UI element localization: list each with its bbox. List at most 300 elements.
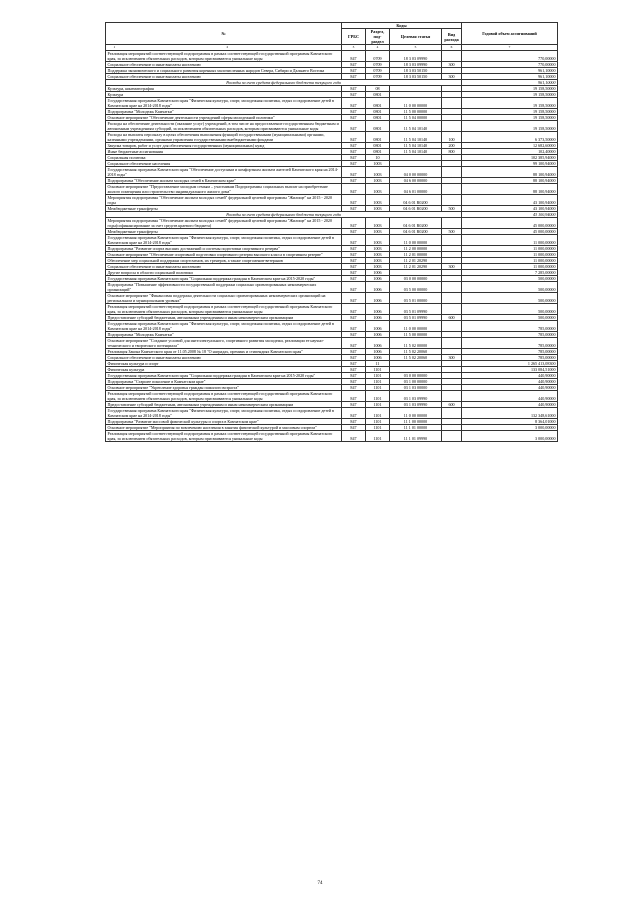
cell-total: 19 158,50000 [462,109,558,115]
cell-name: Культура, кинематография [106,86,342,92]
cell-grbs: 847 [342,332,366,338]
cell-rzpr: 1003 [366,258,390,264]
cell-total: 102 385,94000 [462,155,558,161]
cell-total: 11 000,00000 [462,258,558,264]
cell-grbs: 847 [342,235,366,246]
cell-total: 785,00000 [462,338,558,349]
cell-csr: 11 2 01 20290 [390,264,442,270]
table-body [106,51,558,442]
cell-name: Государственная программа Камчатского края "Социальная поддержка граждан в Камчатском крае на 2015-2020 годы" [106,373,342,379]
cell-csr: 04 6 01 R0200 [390,195,442,206]
cell-total: 133 084,51000 [462,367,558,373]
cell-vr [442,282,462,293]
cell-vr: 300 [442,62,462,68]
cell-rzpr: 10 [366,155,390,161]
cell-total: 19 158,50000 [462,92,558,98]
cell-rzpr: 1006 [366,276,390,282]
cell-grbs: 847 [342,68,366,74]
cell-csr: 11 1 01 09990 [390,431,442,442]
cell-grbs: 847 [342,121,366,132]
index-cell-1: 1 [113,45,116,49]
cell-grbs: 847 [342,229,366,235]
cell-rzpr: 1003 [366,264,390,270]
cell-total: 500,00000 [462,282,558,293]
cell-total: 440,90000 [462,391,558,402]
cell-name: Подпрограмма "Молодежь Камчатки" [106,109,342,115]
cell-csr: 11 0 00 00000 [390,235,442,246]
cell-vr: 200 [442,143,462,149]
cell-name: Государственная программа Камчатского края "Физическая культура, спорт, молодежная политика, отдых и оздоровление детей в Камчатском крае на 2014-2018 годы" [106,235,342,246]
cell-grbs: 847 [342,431,366,442]
header-rzpr: Раздел, под-раздел [366,29,390,45]
cell-rzpr: 1003 [366,229,390,235]
cell-grbs: 847 [342,132,366,143]
cell-total: 785,00000 [462,321,558,332]
cell-rzpr: 0801 [366,109,390,115]
cell-total: 440,90000 [462,379,558,385]
table-row [106,235,558,246]
cell-rzpr: 0801 [366,92,390,98]
cell-csr: 04 6 01 R0200 [390,229,442,235]
cell-name: Государственная программа Камчатского края "Социальная поддержка граждан в Камчатском крае на 2015-2020 годы" [106,276,342,282]
cell-name: Физическая культура [106,367,342,373]
cell-rzpr: 1006 [366,315,390,321]
cell-total: 88 100,94000 [462,184,558,195]
cell-rzpr: 0709 [366,62,390,68]
table-row [106,304,558,315]
cell-grbs: 847 [342,349,366,355]
cell-grbs: 847 [342,304,366,315]
cell-vr: 500 [442,206,462,212]
cell-total: 11 000,00000 [462,235,558,246]
cell-csr: 11 5 02 00000 [390,338,442,349]
cell-csr: 11 5 00 00000 [390,109,442,115]
cell-total: 99 100,94000 [462,161,558,167]
cell-name: Основное мероприятие "Мероприятия по вовлечению населения в занятия физической культурой и массовым спортом" [106,425,342,431]
cell-total: 88 100,94000 [462,167,558,178]
cell-vr [442,338,462,349]
cell-csr: 11 0 00 00000 [390,321,442,332]
cell-vr: 300 [442,74,462,80]
cell-grbs: 847 [342,367,366,373]
cell-grbs: 847 [342,402,366,408]
cell-grbs: 847 [342,109,366,115]
cell-rzpr: 1101 [366,373,390,379]
cell-total: 43 100,94000 [462,212,558,218]
cell-csr: 11 5 04 00000 [390,115,442,121]
cell-total: 19 158,50000 [462,86,558,92]
cell-total: 440,90000 [462,373,558,379]
cell-csr: 03 5 01 00000 [390,293,442,304]
cell-rzpr: 1003 [366,195,390,206]
cell-rzpr: 08 [366,86,390,92]
cell-rzpr: 0801 [366,115,390,121]
table-row [106,218,558,229]
cell-csr: 11 5 04 10140 [390,132,442,143]
cell-rzpr: 1101 [366,402,390,408]
cell-total: 770,00000 [462,62,558,68]
cell-grbs: 847 [342,264,366,270]
cell-total: 7 285,00000 [462,270,558,276]
cell-rzpr: 1101 [366,379,390,385]
cell-total: 11 000,00000 [462,252,558,258]
header-total: Годовой объем ассигнований [462,23,558,45]
cell-csr: 11 2 01 00000 [390,252,442,258]
table-row [106,98,558,109]
cell-name: Другие вопросы в области социальной политики [106,270,342,276]
cell-name: Основное мероприятие "Укрепление здоровья граждан пожилого возраста" [106,385,342,391]
cell-rzpr: 0709 [366,51,390,62]
cell-name: Реализация Закона Камчатского края от 11.05.2008 № 18 "О наградах, премиях и стипендиях Камчатского края" [106,349,342,355]
cell-rzpr: 1006 [366,338,390,349]
cell-rzpr: 1006 [366,321,390,332]
cell-csr: 18 3 03 50150 [390,74,442,80]
table-row [106,293,558,304]
cell-grbs: 847 [342,86,366,92]
cell-grbs: 847 [342,355,366,361]
cell-total: 43 100,94000 [462,206,558,212]
cell-vr [442,195,462,206]
table-row [106,167,558,178]
cell-rzpr: 1101 [366,385,390,391]
cell-grbs: 847 [342,167,366,178]
cell-rzpr: 11 [366,361,390,367]
cell-vr [442,408,462,419]
cell-csr: 03 5 00 00000 [390,282,442,293]
cell-rzpr: 1101 [366,419,390,425]
index-cell: 6 [442,45,462,51]
cell-rzpr: 1006 [366,349,390,355]
cell-rzpr: 1006 [366,304,390,315]
cell-grbs: 847 [342,379,366,385]
cell-total: 45 000,00000 [462,218,558,229]
cell-vr: 100 [442,132,462,143]
cell-csr: 11 2 00 00000 [390,246,442,252]
table-row [106,121,558,132]
budget-table-page [105,22,557,442]
cell-name: Поддержка экономического и социального развития коренных малочисленных народов Севера, Сибири и Дальнего Востока [106,68,342,74]
cell-total: 961,10000 [462,68,558,74]
cell-name: Иные бюджетные ассигнования [106,149,342,155]
header-grbs: ГРБС [342,29,366,45]
cell-rzpr: 1003 [366,178,390,184]
cell-grbs: 847 [342,419,366,425]
cell-name: Социальное обеспечение и иные выплаты населению [106,355,342,361]
cell-grbs: 847 [342,315,366,321]
cell-csr: 04 6 00 00000 [390,178,442,184]
cell-rzpr: 0709 [366,74,390,80]
cell-grbs: 847 [342,195,366,206]
cell-rzpr: 1006 [366,270,390,276]
cell-csr: 04 6 01 R0200 [390,206,442,212]
cell-name: Реализация мероприятий соответствующей подпрограммы в рамках соответствующей государственной программы Камчатского края, за исключением обязательных расходов, которым присваиваются уникальные коды [106,51,342,62]
cell-grbs: 847 [342,92,366,98]
cell-vr [442,218,462,229]
cell-grbs: 847 [342,155,366,161]
cell-csr: 04 0 00 00000 [390,167,442,178]
cell-grbs: 847 [342,293,366,304]
cell-csr: 03 5 01 09990 [390,315,442,321]
index-cell: 4 [366,45,390,51]
table-row [106,338,558,349]
subnote-text: Расходы за счет средств федерального бюджета текущего года [106,80,462,86]
cell-grbs: 847 [342,246,366,252]
cell-grbs: 847 [342,62,366,68]
cell-csr: 11 2 01 20290 [390,258,442,264]
cell-total: 19 158,50000 [462,115,558,121]
cell-name: Закупка товаров, работ и услуг для обеспечения государственных (муниципальных) нужд [106,143,342,149]
cell-total: 500,00000 [462,293,558,304]
cell-rzpr: 1101 [366,408,390,419]
cell-name: Государственная программа Камчатского края "Физическая культура, спорт, молодежная политика, отдых и оздоровление детей в Камчатском крае на 2014-2018 годы" [106,98,342,109]
cell-vr: 600 [442,402,462,408]
cell-total: 961,10000 [462,74,558,80]
cell-rzpr: 1006 [366,355,390,361]
cell-name: Мероприятия подпрограммы "Обеспечение жильем молодых семей" федеральной целевой программы "Жилище" на 2015 - 2020 годы(софинансирование за счет средств краевого бюджета) [106,218,342,229]
table-row [106,132,558,143]
cell-grbs: 847 [342,276,366,282]
cell-total: 785,00000 [462,332,558,338]
cell-csr: 11 5 02 20060 [390,349,442,355]
cell-name: Социальная политика [106,155,342,161]
cell-csr: 11 5 00 00000 [390,332,442,338]
cell-vr: 600 [442,315,462,321]
cell-total: 102,40000 [462,149,558,155]
cell-total: 19 158,50000 [462,121,558,132]
cell-grbs: 847 [342,161,366,167]
cell-vr [442,304,462,315]
cell-name: Социальное обеспечение и иные выплаты населению [106,62,342,68]
cell-csr: 03 1 00 00000 [390,379,442,385]
cell-grbs: 847 [342,206,366,212]
header-codes: Коды [342,23,462,29]
cell-vr: 800 [442,149,462,155]
cell-name: Социальное обеспечение и иные выплаты населению [106,74,342,80]
cell-rzpr: 1006 [366,293,390,304]
cell-total: 440,90000 [462,385,558,391]
cell-rzpr: 1101 [366,425,390,431]
cell-name: Подпрограмма "Развитие спорта высших достижений и системы подготовки спортивного резерва" [106,246,342,252]
cell-total: 500,00000 [462,304,558,315]
cell-name: Культура [106,92,342,98]
cell-total: 88 100,94000 [462,178,558,184]
cell-total: 770,00000 [462,51,558,62]
cell-csr: 03 5 01 09990 [390,304,442,315]
cell-name: Основное мероприятие "Предоставление молодым семьям – участникам Подпрограммы социальных выплат на приобретение жилого помещения или строительство индивидуального жилого дома" [106,184,342,195]
cell-name: Государственная программа Камчатского края "Физическая культура, спорт, молодежная политика, отдых и оздоровление детей в Камчатском крае на 2014-2018 годы" [106,408,342,419]
cell-name: Физическая культура и спорт [106,361,342,367]
cell-vr [442,293,462,304]
cell-grbs: 847 [342,408,366,419]
cell-csr: 11 0 00 00000 [390,98,442,109]
cell-rzpr: 1003 [366,167,390,178]
table-row [106,51,558,62]
cell-rzpr: 1003 [366,184,390,195]
cell-total: 500,00000 [462,276,558,282]
cell-grbs: 847 [342,98,366,109]
cell-vr: 300 [442,264,462,270]
cell-csr: 03 0 00 00000 [390,276,442,282]
cell-total: 45 000,00000 [462,229,558,235]
cell-grbs: 847 [342,51,366,62]
cell-rzpr: 1003 [366,161,390,167]
cell-rzpr: 0801 [366,143,390,149]
index-cell: 7 [462,45,558,51]
header-vr: Вид расхода [442,29,462,45]
cell-name: Предоставление субсидий бюджетным, автономным учреждениям и иным некоммерческим организациям [106,402,342,408]
cell-grbs: 847 [342,178,366,184]
cell-rzpr: 1101 [366,367,390,373]
budget-table [105,22,558,442]
cell-name: Подпрограмма "Старшее поколение в Камчатском крае" [106,379,342,385]
cell-grbs: 847 [342,258,366,264]
cell-csr: 11 5 04 10140 [390,143,442,149]
cell-grbs: 847 [342,74,366,80]
cell-rzpr: 0801 [366,98,390,109]
cell-csr: 18 3 03 09990 [390,51,442,62]
cell-vr [442,321,462,332]
cell-total: 785,00000 [462,349,558,355]
cell-csr: 11 5 04 10140 [390,121,442,132]
cell-name: Расходы на выплаты персоналу в целях обеспечения выполнения функций государственными (муниципальными) органами, казенными учреждениями, органами управления государственными внебюджетными фондами [106,132,342,143]
cell-grbs: 847 [342,282,366,293]
cell-name: Мероприятия подпрограммы "Обеспечение жильем молодых семей" федеральной целевой программы "Жилище" на 2015 - 2020 годы [106,195,342,206]
cell-name: Реализация мероприятий соответствующей подпрограммы в рамках соответствующей государственной программы Камчатского края, за исключением обязательных расходов, которым присваиваются уникальные коды [106,391,342,402]
cell-total: 132 348,61000 [462,408,558,419]
cell-rzpr: 1101 [366,431,390,442]
cell-name: Государственная программа Камчатского края "Обеспечение доступным и комфортным жильем жителей Камчатского края на 2014-2018 годы" [106,167,342,178]
cell-grbs: 847 [342,385,366,391]
cell-grbs: 847 [342,184,366,195]
cell-vr [442,431,462,442]
table-row [106,282,558,293]
cell-csr: 03 1 03 09990 [390,391,442,402]
cell-total: 500,00000 [462,315,558,321]
cell-total: 3 000,00000 [462,425,558,431]
cell-rzpr: 1006 [366,282,390,293]
cell-csr: 11 5 02 20060 [390,355,442,361]
cell-vr [442,235,462,246]
cell-total: 3 000,00000 [462,431,558,442]
index-cell: 5 [390,45,442,51]
cell-name: Реализация мероприятий соответствующей подпрограммы в рамках соответствующей государственной программы Камчатского края, за исключением обязательных расходов, которым присваиваются уникальные коды [106,431,342,442]
cell-name: Реализация мероприятий соответствующей подпрограммы в рамках соответствующей государственной программы Камчатского края, за исключением обязательных расходов, которым присваиваются уникальные коды [106,304,342,315]
index-cell: 3 [342,45,366,51]
cell-grbs: 847 [342,270,366,276]
cell-grbs: 847 [342,149,366,155]
cell-rzpr: 1003 [366,235,390,246]
cell-vr [442,184,462,195]
cell-rzpr: 0801 [366,149,390,155]
cell-name: Подпрограмма "Развитие массовой физической культуры и спорта в Камчатском крае" [106,419,342,425]
header-csr: Целевая статья [390,29,442,45]
cell-total: 440,90000 [462,402,558,408]
cell-rzpr: 0801 [366,132,390,143]
cell-total: 11 000,00000 [462,246,558,252]
header-row-1 [106,23,558,29]
cell-total: 43 100,94000 [462,195,558,206]
index-cell-2: 2 [226,45,229,49]
cell-total: 19 158,50000 [462,98,558,109]
cell-csr: 03 1 03 00000 [390,385,442,391]
table-row [106,184,558,195]
table-row [106,195,558,206]
cell-total: 8 364,01000 [462,419,558,425]
cell-total: 1 265 413,08300 [462,361,558,367]
cell-csr: 04 6 01 R0200 [390,218,442,229]
cell-csr: 03 1 03 09990 [390,402,442,408]
cell-rzpr: 1003 [366,206,390,212]
cell-name: Предоставление субсидий бюджетным, автономным учреждениям и иным некоммерческим организациям [106,315,342,321]
cell-vr [442,121,462,132]
cell-rzpr: 1003 [366,252,390,258]
cell-vr: 500 [442,229,462,235]
cell-grbs: 847 [342,115,366,121]
cell-vr [442,391,462,402]
cell-vr [442,98,462,109]
cell-name: Социальное обеспечение населения [106,161,342,167]
cell-name: Социальное обеспечение и иные выплаты населению [106,264,342,270]
cell-csr: 18 3 03 09990 [390,62,442,68]
cell-csr: 11 1 00 00000 [390,419,442,425]
cell-name: Основное мероприятие "Обеспечение спортивной подготовки спортивного резерва высокого класса в спортивном резерве" [106,252,342,258]
cell-total: 961,10000 [462,80,558,86]
cell-grbs: 847 [342,218,366,229]
cell-rzpr: 1003 [366,218,390,229]
cell-grbs: 847 [342,252,366,258]
cell-csr: 18 3 03 50150 [390,68,442,74]
cell-rzpr: 1101 [366,391,390,402]
cell-name: Межбюджетные трансферты [106,206,342,212]
cell-grbs: 847 [342,361,366,367]
cell-name: Расходы на обеспечение деятельности (оказание услуг) учреждений, в том числе на предоставление государственным бюджетным и автономным учреждениям субсидий, за исключением обязательных расходов, которым присваиваются уникальные коды [106,121,342,132]
cell-rzpr: 1006 [366,332,390,338]
table-row [106,431,558,442]
cell-total: 12 682,60000 [462,143,558,149]
cell-grbs: 847 [342,425,366,431]
cell-csr: 11 1 01 00000 [390,425,442,431]
cell-total: 6 373,50000 [462,132,558,143]
cell-total: 11 000,00000 [462,264,558,270]
cell-vr: 300 [442,355,462,361]
cell-grbs: 847 [342,373,366,379]
cell-name: Подпрограмма "Молодежь Камчатки" [106,332,342,338]
cell-rzpr: 1003 [366,246,390,252]
cell-name: Подпрограмма "Повышение эффективности государственной поддержки социально ориентированных некоммерческих организаций" [106,282,342,293]
cell-total: 785,00000 [462,355,558,361]
cell-vr [442,167,462,178]
cell-name: Основное мероприятие "Финансовая поддержка деятельности социально ориентированных некоммерческих организаций на региональном и муниципальном уровнях" [106,293,342,304]
cell-name: Государственная программа Камчатского края "Физическая культура, спорт, молодежная политика, отдых и оздоровление детей в Камчатском крае на 2014-2018 годы" [106,321,342,332]
cell-csr: 11 5 04 10140 [390,149,442,155]
cell-rzpr: 0709 [366,68,390,74]
cell-name: Обеспечение мер социальной поддержки спортсменов, их тренеров, а также спортсменов-ветеранов [106,258,342,264]
cell-csr: 11 0 00 00000 [390,408,442,419]
cell-grbs: 847 [342,143,366,149]
header-num: № [106,23,342,45]
cell-name: Основное мероприятие "Создание условий для интеллектуального, спортивного развития молодежи, реализации ее научно-технического и творческого потенциала" [106,338,342,349]
subnote-text: Расходы за счет средств федерального бюджета текущего года [106,212,462,218]
cell-grbs: 847 [342,391,366,402]
cell-name: Подпрограмма "Обеспечение жильем молодых семей в Камчатском крае" [106,178,342,184]
cell-name: Межбюджетные трансферты [106,229,342,235]
cell-vr [442,51,462,62]
cell-name: Основное мероприятие "Обеспечение деятельности учреждений сферы молодежной политики" [106,115,342,121]
table-row [106,321,558,332]
cell-grbs: 847 [342,321,366,332]
cell-rzpr: 0801 [366,121,390,132]
cell-grbs: 847 [342,338,366,349]
